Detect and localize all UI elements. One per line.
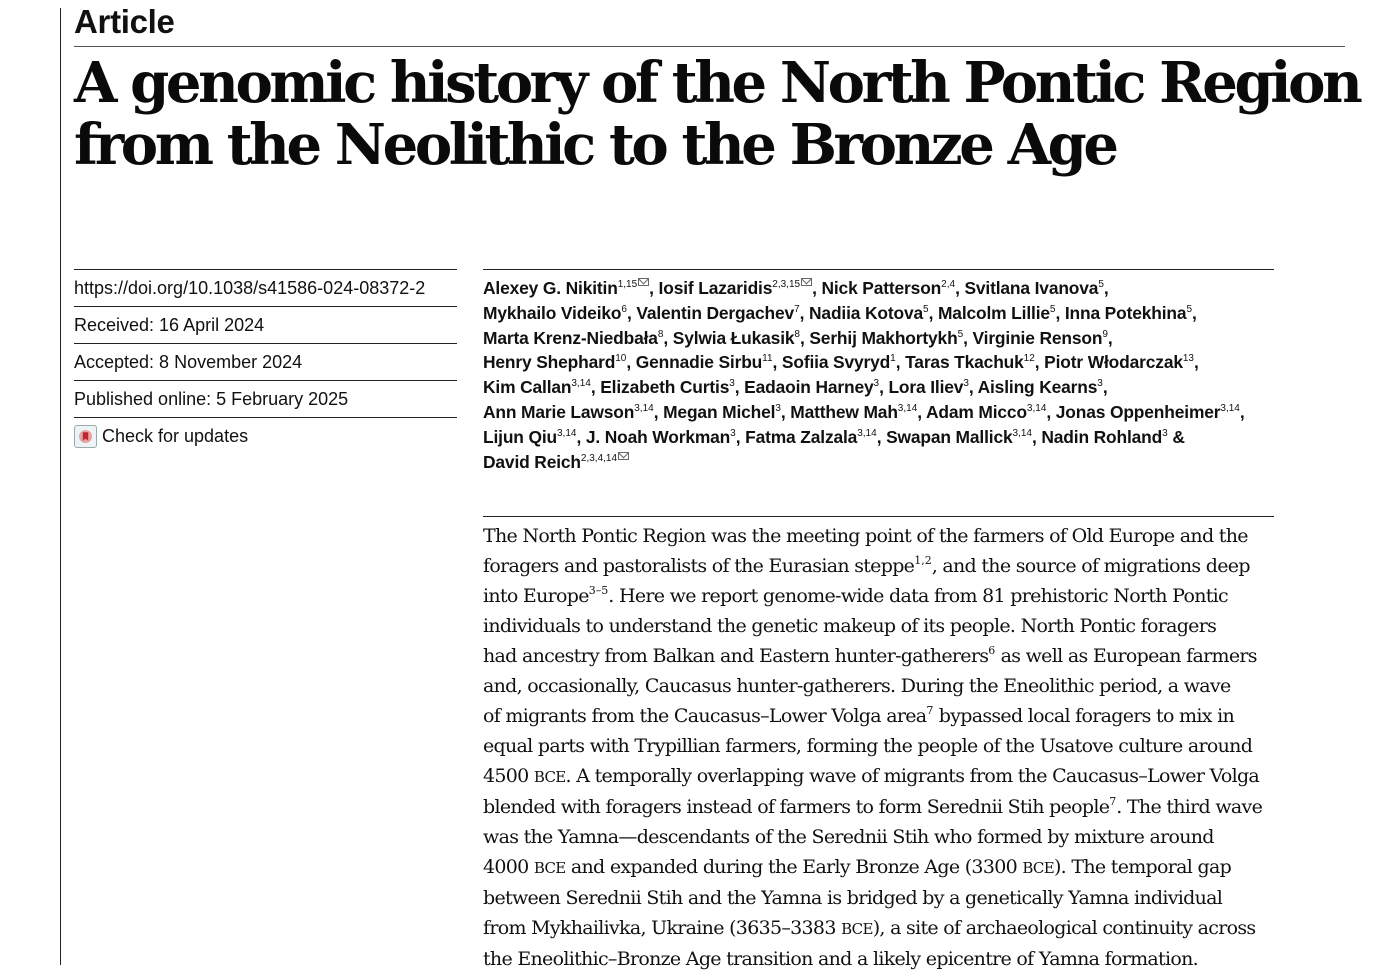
author-name-text: Svitlana Ivanova	[964, 278, 1099, 298]
author-name-text: Malcolm Lillie	[937, 302, 1050, 323]
author-name[interactable]	[673, 328, 800, 348]
abstract-line: had ancestry from Balkan and Eastern hunter-gatherers$^6$ as well as European farmers	[483, 644, 1257, 667]
affiliation-superscript: 3,14	[1012, 427, 1032, 439]
affiliation-superscript: 8	[657, 328, 664, 340]
author-name-text: Virginie Renson	[972, 327, 1103, 348]
author-name-text: Sofiia Svyryd	[781, 352, 891, 373]
author-list: Alexey G. Nikitin$^{1,15}$ , Iosif Lazaridis$^{2,3,15}$ , Nick Patterson$^{2,4}$, Svitlana Ivanova$^5$, Mykhailo Videiko$^6$, Valentin Dergachev$^7$, Nadiia Kotova$^5$, Malcolm Lillie$^5$, Inna Potekhina$^5$, Marta Krenz-Niedbała$^8$, Sylwia Łukasik$^8$, Serhij Makhortykh$^5$, Virginie Renson$^9$, Henry Shephard$^{10}$, Gennadie Sirbu$^{11}$, Sofiia Svyryd$^1$, Taras Tkachuk$^{12}$, Piotr Włodarczak$^{13}$, Kim Callan$^{3,14}$, Elizabeth Curtis$^3$, Eadaoin Harney$^3$, Lora Iliev$^3$, Aisling Kearns$^3$, Ann Marie Lawson$^{3,14}$, Megan Michel$^3$, Matthew Mah$^{3,14}$, Adam Micco$^{3,14}$, Jonas Oppenheimer$^{3,14}$, Lijun Qiu$^{3,14}$, J. Noah Workman$^3$, Fatma Zalzala$^{3,14}$, Swapan Mallick$^{3,14}$, Nadin Rohland$^3$ & David Reich$^{2,3,4,14}$	[483, 278, 1245, 472]
small-caps-era: BCE	[533, 768, 566, 786]
abstract-line: the Eneolithic–Bronze Age transition and a likely epicentre of Yamna formation.	[483, 948, 1198, 970]
affiliation-superscript: 3,14	[1026, 402, 1047, 414]
citation-superscript[interactable]: 3–5	[588, 584, 609, 597]
author-name[interactable]	[1056, 402, 1240, 422]
affiliation-superscript: 10	[615, 353, 627, 365]
abstract-line: from Mykhailivka, Ukraine (3635–3383 BCE), a site of archaeological continuity across	[483, 917, 1256, 939]
left-margin-rule	[60, 8, 61, 965]
affiliation-superscript: 2,4	[941, 279, 956, 290]
author-name[interactable]	[586, 427, 736, 447]
author-name-text: Marta Krenz-Niedbała	[483, 327, 658, 348]
bookmark-badge-icon	[74, 425, 97, 448]
affiliation-superscript: 5	[923, 303, 929, 315]
affiliation-superscript: 3,14	[897, 402, 918, 414]
author-name-text: Kim Callan	[483, 377, 572, 398]
affiliation-superscript: 2,3,15	[772, 279, 801, 290]
author-name[interactable]	[964, 278, 1103, 298]
author-name-text: Nadiia Kotova	[809, 302, 924, 323]
affiliation-superscript: 3	[730, 427, 736, 439]
author-name[interactable]	[888, 377, 968, 397]
article-metadata	[74, 269, 457, 454]
author-name[interactable]	[600, 377, 735, 397]
article-title	[74, 52, 1364, 176]
author-name-text: Iosif Lazaridis	[658, 278, 773, 298]
author-name-text: Elizabeth Curtis	[600, 377, 730, 398]
author-name[interactable]	[809, 328, 963, 348]
author-name[interactable]	[973, 328, 1108, 348]
author-name[interactable]	[782, 352, 896, 372]
citation-superscript[interactable]: 6	[988, 644, 996, 657]
author-name-text: Nadin Rohland	[1041, 426, 1163, 447]
envelope-icon[interactable]	[618, 452, 629, 460]
citation-superscript[interactable]: 1,2	[914, 554, 932, 567]
author-name-text: Serhij Makhortykh	[809, 327, 958, 348]
author-name-text: Sylwia Łukasik	[672, 327, 795, 348]
author-name-text: Alexey G. Nikitin	[483, 278, 618, 298]
author-name-text: Adam Micco	[925, 401, 1027, 422]
author-name-text: Piotr Włodarczak	[1044, 352, 1183, 373]
author-name-text: Ann Marie Lawson	[483, 401, 635, 422]
received-date: Received: 16 April 2024	[74, 306, 457, 343]
header-rule	[74, 46, 1345, 47]
author-name[interactable]	[926, 402, 1046, 422]
author-name[interactable]	[1044, 352, 1194, 372]
published-date: Published online: 5 February 2025	[74, 380, 457, 417]
author-name-text: Matthew Mah	[790, 401, 898, 422]
author-name-text: Fatma Zalzala	[745, 426, 858, 447]
author-name[interactable]	[659, 278, 813, 298]
author-name[interactable]	[483, 377, 591, 397]
author-name-text: Taras Tkachuk	[905, 352, 1024, 373]
author-list-section	[483, 269, 1274, 474]
author-name[interactable]	[886, 427, 1032, 447]
affiliation-superscript: 5	[1049, 303, 1056, 315]
author-name-text: Inna Potekhina	[1064, 302, 1187, 323]
affiliation-superscript: 3,14	[571, 378, 591, 390]
author-name[interactable]	[483, 352, 626, 372]
author-name[interactable]	[636, 303, 799, 323]
author-name[interactable]	[744, 377, 879, 397]
author-name-text: Aisling Kearns	[977, 377, 1098, 398]
author-name-text: Jonas Oppenheimer	[1055, 401, 1221, 422]
affiliation-superscript: 13	[1182, 353, 1194, 365]
affiliation-superscript: 3	[963, 378, 969, 390]
doi-link[interactable]: https://doi.org/10.1038/s41586-024-08372-2	[74, 269, 457, 306]
affiliation-superscript: 1	[890, 353, 896, 365]
abstract-line: equal parts with Trypillian farmers, forming the people of the Usatove culture around	[483, 735, 1253, 757]
affiliation-superscript: 2,3,4,14	[580, 452, 618, 464]
affiliation-superscript: 3	[873, 378, 880, 390]
envelope-icon[interactable]	[638, 278, 649, 286]
affiliation-superscript: 5	[1186, 303, 1192, 315]
check-for-updates-label: Check for updates	[102, 425, 249, 446]
abstract-line: into Europe$^{3-5}$. Here we report genome-wide data from 81 prehistoric North Pontic	[483, 584, 1228, 607]
author-name-text: Lijun Qiu	[483, 426, 557, 447]
author-name-text: Eadaoin Harney	[744, 377, 874, 398]
author-name-text: Megan Michel	[663, 401, 776, 422]
affiliation-superscript: 12	[1023, 353, 1035, 365]
abstract-line: was the Yamna—descendants of the Serednii Stih who formed by mixture around	[483, 826, 1214, 848]
abstract-section	[483, 516, 1274, 974]
abstract-line: foragers and pastoralists of the Eurasian steppe$^{1,2}$, and the source of migrations deep	[483, 554, 1250, 577]
author-name[interactable]	[978, 377, 1103, 397]
author-name[interactable]	[636, 352, 773, 372]
author-name[interactable]	[809, 303, 929, 323]
affiliation-superscript: 5	[957, 328, 964, 340]
article-type-label: Article	[74, 3, 175, 40]
envelope-icon[interactable]	[801, 278, 812, 286]
author-name[interactable]	[821, 278, 955, 298]
citation-superscript[interactable]: 7	[926, 704, 934, 717]
abstract-line: of migrants from the Caucasus–Lower Volga area$^7$ bypassed local foragers to mix in	[483, 704, 1235, 727]
author-name[interactable]	[790, 402, 917, 422]
affiliation-superscript: 3,14	[634, 402, 654, 414]
author-name-text: J. Noah Workman	[585, 426, 731, 447]
author-name[interactable]	[663, 402, 781, 422]
author-name[interactable]	[483, 278, 649, 298]
author-name[interactable]	[483, 427, 576, 447]
affiliation-superscript: 3	[1097, 378, 1103, 390]
affiliation-superscript: 1,15	[617, 279, 638, 290]
abstract	[483, 521, 1274, 974]
author-name[interactable]	[483, 328, 663, 348]
citation-superscript[interactable]: 7	[1109, 795, 1117, 808]
affiliation-superscript: 6	[621, 303, 627, 315]
abstract-line: 4000 BCE and expanded during the Early Bronze Age (3300 BCE). The temporal gap	[483, 856, 1232, 878]
author-name[interactable]	[1065, 303, 1192, 323]
affiliation-superscript: 3,14	[1220, 402, 1240, 414]
abstract-line: blended with foragers instead of farmers to form Serednii Stih people$^7$. The third wave	[483, 795, 1263, 818]
abstract-line: between Serednii Stih and the Yamna is bridged by a genetically Yamna individual	[483, 887, 1223, 909]
affiliation-superscript: 3	[775, 402, 781, 414]
affiliation-superscript: 3	[1162, 427, 1168, 439]
author-name-text: Nick Patterson	[821, 278, 942, 298]
author-name[interactable]	[483, 452, 629, 472]
affiliation-superscript: 3	[729, 378, 735, 390]
author-name-text: Valentin Dergachev	[636, 302, 795, 323]
affiliation-superscript: 3,14	[557, 427, 577, 439]
title-line: from the Neolithic to the Bronze Age	[74, 112, 1116, 178]
author-name-text: Swapan Mallick	[886, 426, 1013, 447]
abstract-line: 4500 BCE. A temporally overlapping wave of migrants from the Caucasus–Lower Volga	[483, 765, 1260, 787]
abstract-line: The North Pontic Region was the meeting point of the farmers of Old Europe and the	[483, 525, 1248, 547]
affiliation-superscript: 11	[762, 353, 773, 365]
author-name-text: Gennadie Sirbu	[635, 352, 763, 373]
author-name[interactable]	[745, 427, 877, 447]
author-name[interactable]	[905, 352, 1035, 372]
affiliation-superscript: 3,14	[857, 427, 877, 439]
author-name[interactable]	[483, 303, 627, 323]
author-name-text: Mykhailo Videiko	[483, 302, 622, 323]
title-line: A genomic history of the North Pontic Region	[74, 50, 1360, 116]
accepted-date: Accepted: 8 November 2024	[74, 343, 457, 380]
small-caps-era: BCE	[841, 920, 873, 938]
author-name[interactable]	[938, 303, 1056, 323]
affiliation-superscript: 5	[1098, 279, 1104, 290]
small-caps-era: BCE	[533, 859, 566, 877]
check-for-updates-button[interactable]	[74, 417, 457, 454]
author-name-text: Henry Shephard	[483, 352, 616, 373]
small-caps-era: BCE	[1022, 859, 1054, 877]
abstract-line: individuals to understand the genetic makeup of its people. North Pontic foragers	[483, 615, 1217, 637]
author-name[interactable]	[483, 402, 654, 422]
affiliation-superscript: 8	[794, 328, 800, 340]
affiliation-superscript: 7	[794, 303, 800, 315]
author-name[interactable]	[1041, 427, 1167, 447]
author-name-text: David Reich	[483, 451, 581, 472]
author-name-text: Lora Iliev	[888, 377, 964, 398]
abstract-line: and, occasionally, Caucasus hunter-gatherers. During the Eneolithic period, a wave	[483, 675, 1231, 697]
affiliation-superscript: 9	[1102, 328, 1108, 340]
